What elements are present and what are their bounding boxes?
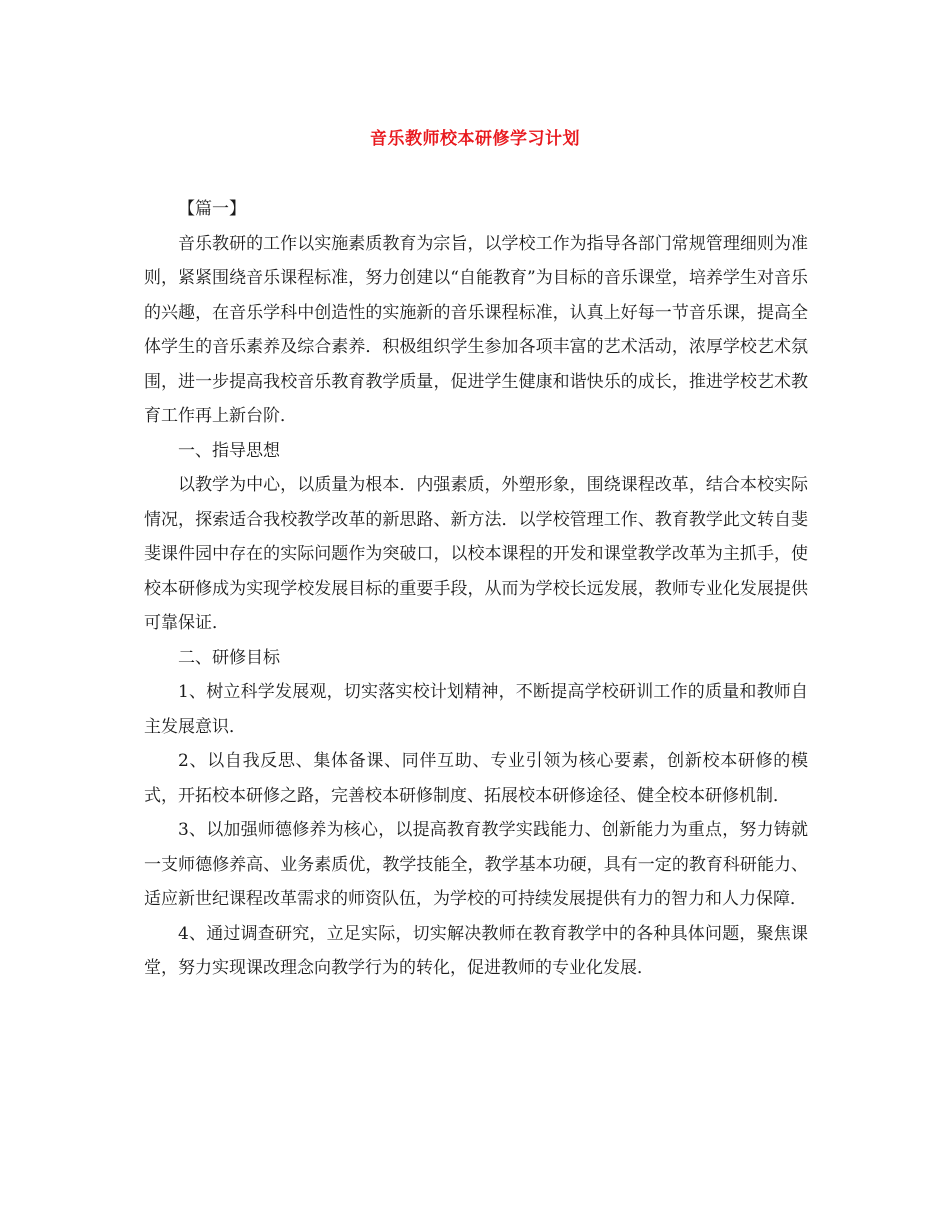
paragraph-intro: 音乐教研的工作以实施素质教育为宗旨，以学校工作为指导各部门常规管理细则为准则，紧紧围绕音乐课程标准，努力创建以“自能教育”为目标的音乐课堂，培养学生对音乐的兴趣，在音乐学科中创造性的实施新的音乐课程标准，认真上好每一节音乐课，提高全体学生的音乐素养及综合素养．积极组织学生参加各项丰富的艺术活动，浓厚学校艺术氛围，进一步提高我校音乐教育教学质量，促进学生健康和谐快乐的成长，推进学校艺术教育工作再上新台阶． (144, 233, 808, 426)
document-body (144, 192, 808, 986)
heading-research-goals: 二、研修目标 (178, 647, 280, 668)
goal-item-3: 3、以加强师德修养为核心，以提高教育教学实践能力、创新能力为重点，努力铸就一支师德修养高、业务素质优，教学技能全，教学基本功硬，具有一定的教育科研能力、适应新世纪课程改革需求的师资队伍，为学校的可持续发展提供有力的智力和人力保障． (144, 820, 808, 909)
goal-item-1: 1、树立科学发展观，切实落实校计划精神，不断提高学校研训工作的质量和教师自主发展意识． (144, 682, 808, 737)
goal-item-4: 4、通过调查研究，立足实际，切实解决教师在教育教学中的各种具体问题，聚焦课堂，努力实现课改理念向教学行为的转化，促进教师的专业化发展． (144, 923, 808, 978)
heading-guiding-ideology: 一、指导思想 (178, 440, 280, 461)
document-title: 音乐教师校本研修学习计划 (370, 129, 580, 149)
section-label-part-one: 【篇一】 (178, 199, 246, 219)
goal-item-2: 2、以自我反思、集体备课、同伴互助、专业引领为核心要素，创新校本研修的模式，开拓校本研修之路，完善校本研修制度、拓展校本研修途径、健全校本研修机制． (144, 751, 808, 806)
paragraph-guiding-ideology: 以教学为中心，以质量为根本．内强素质，外塑形象，围绕课程改革，结合本校实际情况，探索适合我校教学改革的新思路、新方法．以学校管理工作、教育教学此文转自斐斐课件园中存在的实际问题作为突破口，以校本课程的开发和课堂教学改革为主抓手，使校本研修成为实现学校发展目标的重要手段，从而为学校长远发展，教师专业化发展提供可靠保证． (144, 475, 808, 633)
